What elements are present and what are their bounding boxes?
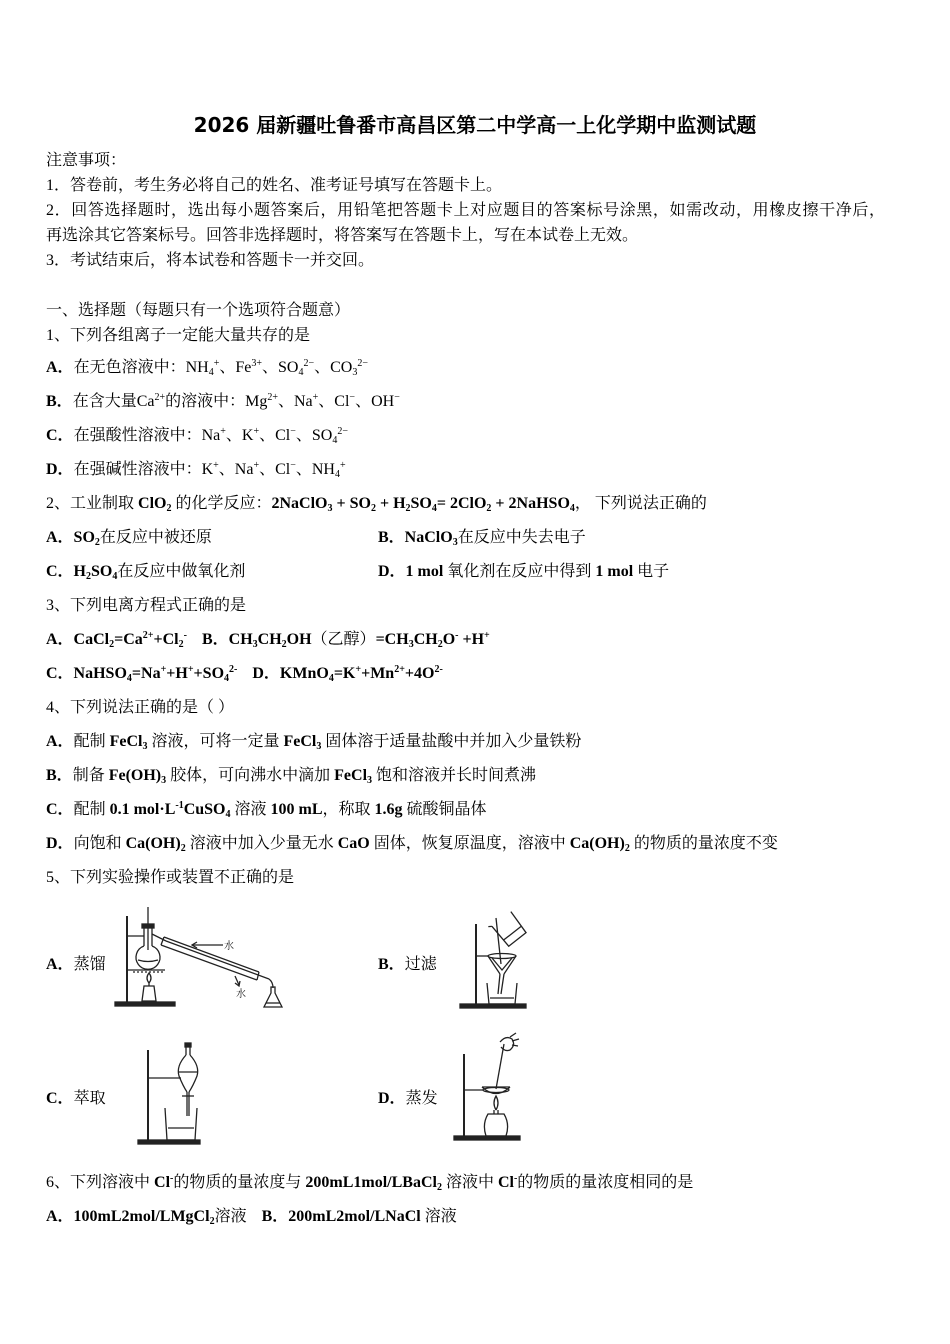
plain-text: 配制 [73, 733, 110, 750]
subscript-text: 2 [436, 1182, 442, 1193]
bold-text: CH [413, 631, 438, 648]
subscript-text: 3 [316, 741, 322, 752]
question-1-option-b [46, 385, 908, 419]
bold-text: OH [286, 631, 312, 648]
question-3-option-a [46, 623, 187, 657]
question-3-option-c [46, 657, 237, 691]
water-out-label: 水 [236, 989, 246, 1000]
plain-text: 、CO [314, 359, 353, 376]
plain-text: 、Cl [259, 461, 291, 478]
superscript-text: 2- [434, 664, 443, 675]
superscript-text: + [213, 460, 219, 471]
question-6-option-b [262, 1200, 457, 1234]
plain-text: 、SO [261, 359, 299, 376]
question-2-options-row-1 [46, 521, 908, 555]
bold-text: FeCl [334, 767, 368, 784]
bold-text: A． [46, 359, 74, 376]
superscript-text: + [220, 426, 226, 437]
notice-label: 注意事项： [46, 152, 127, 169]
superscript-text: + [312, 392, 319, 403]
superscript-text: + [339, 460, 346, 471]
notice-block [46, 148, 908, 273]
plain-text: 电子 [637, 563, 670, 580]
bold-text: B．CH [201, 631, 253, 648]
evaporation-apparatus-figure [452, 1032, 524, 1144]
subscript-text: 2 [486, 503, 492, 514]
subscript-text: 2 [86, 571, 92, 582]
question-3-options-row-1 [46, 623, 908, 657]
question-6-option-a [46, 1200, 247, 1234]
subscript-text: 2 [624, 843, 630, 854]
bold-text: CaO [337, 835, 370, 852]
bold-text: FeCl [283, 733, 317, 750]
plain-text: 萃取 [73, 1090, 106, 1107]
plain-text: 6、下列溶液中 [46, 1174, 155, 1191]
plain-text: 3、下列电离方程式正确的是 [46, 597, 247, 614]
superscript-text: 2+ [154, 392, 166, 403]
bold-text: =CH [375, 631, 409, 648]
superscript-text: 2− [357, 358, 368, 369]
extraction-drawing [138, 1043, 200, 1144]
question-3-option-d [252, 657, 442, 691]
question-4-option-b [46, 759, 908, 793]
plain-text: 固体，恢复原温度，溶液中 [369, 835, 570, 852]
bold-text: Cl [497, 1174, 514, 1191]
question-5 [46, 861, 908, 1166]
superscript-text: - [170, 1173, 174, 1184]
plain-text: 胶体，可向沸水中滴加 [166, 767, 335, 784]
plain-text: 硫酸铜晶体 [402, 801, 487, 818]
plain-text: 、K [225, 427, 254, 444]
question-4 [46, 691, 908, 861]
plain-text: 蒸馏 [73, 956, 106, 973]
subscript-text: 4 [431, 503, 437, 514]
plain-text: 2、工业制取 [46, 495, 139, 512]
question-3-options-row-2 [46, 657, 908, 691]
superscript-text: 2− [303, 358, 315, 369]
plain-text: 溶液，可将一定量 [147, 733, 284, 750]
plain-text: 氧化剂在反应中得到 [447, 563, 596, 580]
subscript-text: 3 [252, 639, 258, 650]
bold-text: FeCl [109, 733, 143, 750]
superscript-text: + [187, 664, 194, 675]
bold-text: CuSO [183, 801, 226, 818]
subscript-text: 2 [109, 639, 115, 650]
bold-text: C．H [46, 563, 87, 580]
bold-text: B．200mL2mol/LNaCl [261, 1208, 425, 1225]
superscript-text: 2+ [394, 664, 405, 675]
superscript-text: 3+ [251, 358, 262, 369]
exam-content [46, 148, 908, 1234]
question-1-option-c [46, 419, 908, 453]
distillation-drawing [115, 907, 282, 1007]
bold-text: C． [46, 801, 74, 818]
subscript-text: 3 [142, 741, 148, 752]
bold-text: A． [46, 733, 74, 750]
bold-text: B． [46, 767, 73, 784]
bold-text: A． [46, 956, 74, 973]
plain-text: 在含大量Ca [72, 393, 155, 410]
question-1-option-d [46, 453, 908, 487]
superscript-text: + [484, 630, 490, 641]
plain-text: 制备 [72, 767, 109, 784]
superscript-text: + [213, 358, 220, 369]
question-3-option-b [202, 623, 490, 657]
subscript-text: 4 [224, 673, 230, 684]
question-6 [46, 1166, 908, 1234]
superscript-text: + [253, 426, 260, 437]
bold-text: = 2ClO [436, 495, 487, 512]
subscript-text: 2 [178, 639, 184, 650]
question-4-option-c [46, 793, 908, 827]
bold-text: A．CaCl [46, 631, 110, 648]
question-4-stem [46, 691, 908, 725]
bold-text: 200mL1mol/LBaCl [305, 1174, 437, 1191]
superscript-text: − [290, 460, 296, 471]
question-5-figures-row-1 [46, 895, 908, 1025]
question-2-stem [46, 487, 908, 521]
superscript-text: -1 [175, 800, 184, 811]
bold-text: ClO [138, 495, 167, 512]
bold-text: 0.1 mol·L [109, 801, 176, 818]
plain-text: 在强酸性溶液中：Na [73, 427, 221, 444]
question-6-options-row-1 [46, 1200, 908, 1234]
question-6-stem [46, 1166, 908, 1200]
page-title: 2026 届新疆吐鲁番市高昌区第二中学高一上化学期中监测试题 [193, 113, 757, 137]
subscript-text: 4 [208, 367, 214, 378]
bold-text: D． [46, 461, 74, 478]
plain-text: （乙醇） [311, 631, 376, 648]
plain-text: 、Cl [318, 393, 350, 410]
bold-text: 1 mol [595, 563, 638, 580]
question-5-option-b [378, 948, 437, 982]
superscript-text: 2- [229, 664, 238, 675]
plain-text: 固体溶于适量盐酸中并加入少量铁粉 [321, 733, 582, 750]
question-5-stem [46, 861, 908, 895]
subscript-text: 2 [180, 843, 186, 854]
question-5-option-a [46, 948, 106, 982]
subscript-text: 3 [408, 639, 414, 650]
subscript-text: 2 [94, 537, 100, 548]
evaporation-drawing [454, 1033, 520, 1140]
bold-text: =Na [131, 665, 161, 682]
subscript-text: 3 [452, 537, 458, 548]
plain-text: 、SO [295, 427, 333, 444]
plain-text: ，称取 [322, 801, 375, 818]
bold-text: D．KMnO [252, 665, 329, 682]
plain-text: 溶液 [230, 801, 271, 818]
plain-text: 溶液中加入少量无水 [185, 835, 338, 852]
bold-text: A．100mL2mol/LMgCl [46, 1208, 210, 1225]
subscript-text: 4 [328, 673, 334, 684]
bold-text: D．1 mol [378, 563, 448, 580]
question-3-stem [46, 589, 908, 623]
filtration-drawing [460, 910, 527, 1008]
plain-text: 、Cl [259, 427, 291, 444]
plain-text: 配制 [73, 801, 110, 818]
plain-text: 过滤 [404, 956, 437, 973]
plain-text: 在无色溶液中：NH [73, 359, 209, 376]
notice-item-2-line-1: 2．回答选择题时，选出每小题答案后，用铅笔把答题卡上对应题目的答案标号涂黑，如需改动，用橡皮擦干净后， [46, 202, 885, 219]
bold-text: + H [375, 495, 406, 512]
plain-text: 1、下列各组离子一定能大量共存的是 [46, 327, 311, 344]
superscript-text: - [455, 630, 459, 641]
plain-text: 在强碱性溶液中：K [73, 461, 214, 478]
question-1-stem [46, 323, 908, 351]
bold-text: C． [46, 1090, 74, 1107]
bold-text: + SO [332, 495, 371, 512]
plain-text: 的物质的量浓度不变 [629, 835, 778, 852]
bold-text: B．NaClO [378, 529, 453, 546]
plain-text: 在反应中失去电子 [457, 529, 586, 546]
question-1 [46, 323, 908, 487]
plain-text: 在反应中被还原 [99, 529, 212, 546]
bold-text: 1.6g [374, 801, 403, 818]
bold-text: Fe(OH) [108, 767, 162, 784]
subscript-text: 4 [332, 435, 338, 446]
plain-text: 的物质的量浓度与 [173, 1174, 306, 1191]
subscript-text: 3 [352, 367, 358, 378]
plain-text: 溶液 [424, 1208, 457, 1225]
subscript-text: 2 [437, 639, 443, 650]
bold-text: 100 mL [270, 801, 323, 818]
plain-text: 的物质的量浓度相同的是 [517, 1174, 694, 1191]
bold-text: SO [410, 495, 432, 512]
superscript-text: - [183, 630, 187, 641]
bold-text: D． [46, 835, 74, 852]
spacer [46, 273, 908, 298]
plain-text: 的化学反应： [171, 495, 272, 512]
question-5-option-c [46, 1082, 106, 1116]
superscript-text: − [394, 392, 400, 403]
subscript-text: 2 [209, 1216, 215, 1227]
superscript-text: + [160, 664, 167, 675]
bold-text: +Mn [361, 665, 395, 682]
question-2-option-c [46, 555, 378, 589]
subscript-text: 4 [112, 571, 118, 582]
question-5-figures-row-2 [46, 1025, 908, 1166]
superscript-text: + [355, 664, 362, 675]
distillation-apparatus-figure [111, 906, 283, 1010]
subscript-text: 4 [225, 809, 231, 820]
plain-text: 4、下列说法正确的是（ ） [46, 699, 235, 716]
question-4-option-d [46, 827, 908, 861]
bold-text: +H [166, 665, 188, 682]
subscript-text: 4 [334, 469, 340, 480]
superscript-text: 2+ [267, 392, 278, 403]
bold-text: Ca(OH) [569, 835, 625, 852]
question-4-option-a [46, 725, 908, 759]
plain-text: 、Na [218, 461, 254, 478]
question-2-option-b [378, 521, 586, 555]
filtration-apparatus-figure [458, 908, 528, 1012]
superscript-text: + [253, 460, 260, 471]
superscript-text: 2− [337, 426, 348, 437]
subscript-text: 3 [327, 503, 333, 514]
question-2-option-d [378, 555, 669, 589]
plain-text: 溶液 [214, 1208, 247, 1225]
bold-text: B． [46, 393, 73, 410]
plain-text: 、Na [277, 393, 313, 410]
bold-text: O [442, 631, 456, 648]
question-2 [46, 487, 908, 589]
bold-text: C． [46, 427, 74, 444]
bold-text: SO [91, 563, 113, 580]
plain-text: 蒸发 [405, 1090, 438, 1107]
plain-text: 的溶液中：Mg [165, 393, 268, 410]
plain-text: ， 下列说法正确的 [574, 495, 707, 512]
question-5-option-d [378, 1082, 438, 1116]
subscript-text: 4 [126, 673, 132, 684]
bold-text: +4O [404, 665, 435, 682]
bold-text: C．NaHSO [46, 665, 127, 682]
subscript-text: 2 [405, 503, 411, 514]
question-1-option-a [46, 351, 908, 385]
bold-text: D． [378, 1090, 406, 1107]
subscript-text: 4 [569, 503, 575, 514]
bold-text: +SO [193, 665, 225, 682]
superscript-text: − [349, 392, 356, 403]
extraction-apparatus-figure [136, 1042, 204, 1148]
plain-text: 饱和溶液并长时间煮沸 [372, 767, 537, 784]
subscript-text: 3 [161, 775, 167, 786]
plain-text: 5、下列实验操作或装置不正确的是 [46, 869, 295, 886]
bold-text: CH [257, 631, 282, 648]
plain-text: 在反应中做氧化剂 [117, 563, 246, 580]
superscript-text: 2+ [142, 630, 154, 641]
subscript-text: 2 [166, 503, 172, 514]
superscript-text: − [290, 426, 296, 437]
water-in-label: 水 [224, 941, 234, 952]
bold-text: =Ca [114, 631, 143, 648]
bold-text: +H [458, 631, 485, 648]
plain-text: 向饱和 [73, 835, 126, 852]
notice-item-2-line-2: 再选涂其它答案标号。回答非选择题时，将答案写在答题卡上，写在本试卷上无效。 [46, 227, 639, 244]
bold-text: Ca(OH) [125, 835, 181, 852]
subscript-text: 2 [281, 639, 287, 650]
plain-text: 溶液中 [441, 1174, 498, 1191]
bold-text: B． [378, 956, 405, 973]
bold-text: Cl [154, 1174, 171, 1191]
bold-text: =K [333, 665, 356, 682]
plain-text: 、OH [355, 393, 395, 410]
subscript-text: 2 [370, 503, 376, 514]
section-title: 一、选择题（每题只有一个选项符合题意） [46, 302, 351, 319]
notice-item-1: 1．答卷前，考生务必将自己的姓名、准考证号填写在答题卡上。 [46, 177, 503, 194]
bold-text: + 2NaHSO [491, 495, 570, 512]
question-3 [46, 589, 908, 691]
question-2-options-row-2 [46, 555, 908, 589]
bold-text: 2NaClO [271, 495, 328, 512]
question-2-option-a [46, 521, 378, 555]
plain-text: 、NH [295, 461, 335, 478]
bold-text: A．SO [46, 529, 95, 546]
superscript-text: - [513, 1173, 518, 1184]
subscript-text: 4 [298, 367, 304, 378]
subscript-text: 3 [367, 775, 373, 786]
notice-item-3: 3．考试结束后，将本试卷和答题卡一并交回。 [46, 252, 375, 269]
plain-text: 、Fe [219, 359, 252, 376]
bold-text: +Cl [153, 631, 179, 648]
